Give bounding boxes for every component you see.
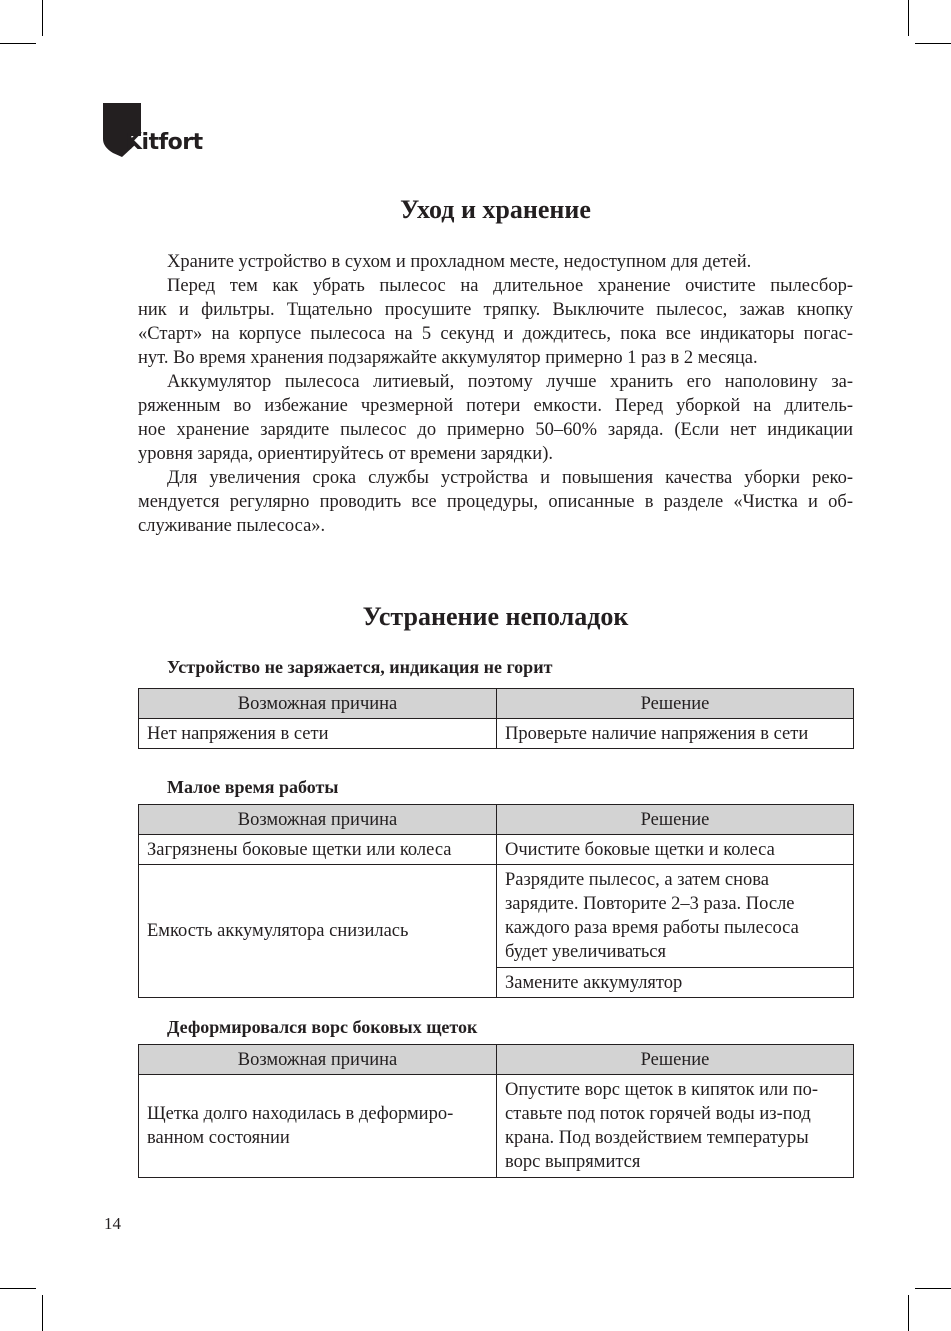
cause-cell: Емкость аккумулятора снизилась [139, 865, 497, 998]
table-row [139, 1075, 854, 1178]
cause-cell: Щетка долго находилась в деформиро-ванном состоянии [139, 1075, 497, 1178]
text-line: Перед тем как убрать пылесос на длительное хранение очистите пылесбор- [167, 276, 853, 296]
table-heading: Малое время работы [167, 777, 339, 797]
table-heading: Устройство не заряжается, индикация не горит [167, 657, 553, 677]
header-solution: Решение [497, 689, 854, 719]
solution-cell: Опустите ворс щеток в кипяток или по-ставьте под поток горячей воды из-под крана. Под воздействием температуры ворс выпрямится [497, 1075, 854, 1178]
header-solution: Решение [497, 805, 854, 835]
solution-cell: Замените аккумулятор [497, 968, 854, 998]
header-cause: Возможная причина [139, 689, 497, 719]
cause-cell: Загрязнены боковые щетки или колеса [139, 835, 497, 865]
crop-mark [0, 43, 36, 44]
text-line: мендуется регулярно проводить все процедуры, описанные в разделе «Чистка и об- [138, 492, 853, 512]
crop-mark [42, 1295, 43, 1331]
table-row [139, 835, 854, 865]
crop-mark [42, 0, 43, 36]
solution-cell: Проверьте наличие напряжения в сети [497, 719, 854, 749]
crop-mark [915, 1288, 951, 1289]
text-line: «Старт» на корпусе пылесоса на 5 секунд и дождитесь, пока все индикаторы погас- [138, 324, 853, 344]
troubleshooting-table [138, 688, 854, 749]
care-text [138, 250, 853, 538]
table-heading: Деформировался ворс боковых щеток [167, 1017, 478, 1037]
text-line: Для увеличения срока службы устройства и повышения качества уборки реко- [167, 468, 853, 488]
table-row [139, 865, 854, 968]
text-line: ряженным во избежание чрезмерной потери емкости. Перед уборкой на длитель- [138, 396, 853, 416]
crop-mark [915, 43, 951, 44]
text-line: Аккумулятор пылесоса литиевый, поэтому лучше хранить его наполовину за- [167, 372, 853, 392]
text-line: уровня заряда, ориентируйтесь от времени зарядки). [138, 444, 553, 464]
crop-mark [908, 1295, 909, 1331]
solution-cell: Очистите боковые щетки и колеса [497, 835, 854, 865]
cause-cell: Нет напряжения в сети [139, 719, 497, 749]
brand-name: Kitfort [125, 130, 203, 155]
solution-cell: Разрядите пылесос, а затем снова зарядите. Повторите 2–3 раза. После каждого раза время работы пылесоса будет увеличиваться [497, 865, 854, 968]
text-line: ник и фильтры. Тщательно просушите тряпку. Выключите пылесос, зажав кнопку [138, 300, 853, 320]
text-line: Храните устройство в сухом и прохладном месте, недоступном для детей. [167, 252, 752, 272]
text-line: нут. Во время хранения подзаряжайте аккумулятор примерно 1 раз в 2 месяца. [138, 348, 758, 368]
page-number: 14 [104, 1214, 121, 1233]
crop-mark [0, 1288, 36, 1289]
header-cause: Возможная причина [139, 805, 497, 835]
troubleshooting-table [138, 804, 854, 998]
troubleshooting-table [138, 1044, 854, 1178]
section-title-troubleshooting: Устранение неполадок [362, 602, 629, 631]
table-row [139, 719, 854, 749]
header-cause: Возможная причина [139, 1045, 497, 1075]
text-line: ное хранение зарядите пылесос до примерно 50–60% заряда. (Если нет индикации [138, 420, 853, 440]
header-solution: Решение [497, 1045, 854, 1075]
section-title-care: Уход и хранение [400, 195, 591, 224]
text-line: служивание пылесоса». [138, 516, 326, 536]
crop-mark [908, 0, 909, 36]
